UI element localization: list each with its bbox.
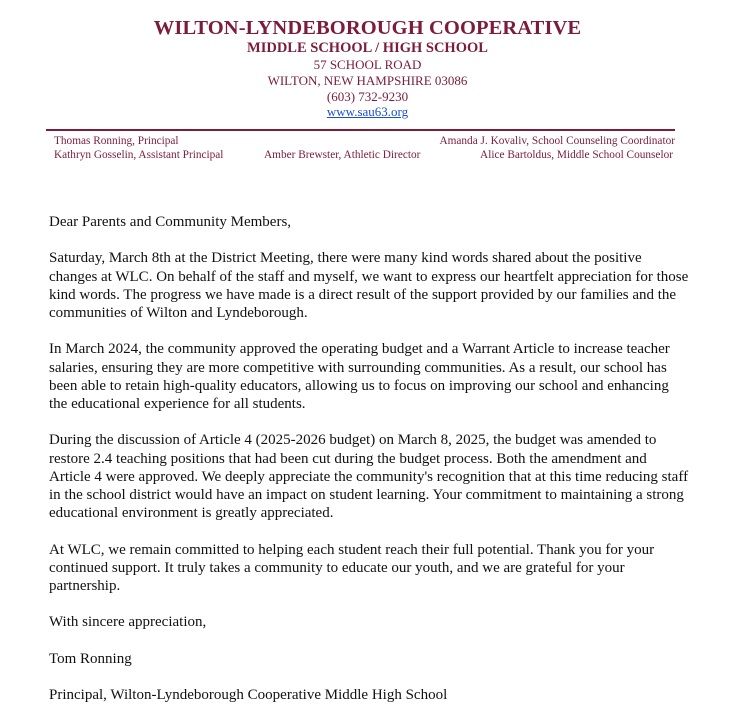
- school-name: WILTON-LYNDEBOROUGH COOPERATIVE: [153, 17, 582, 39]
- website-link[interactable]: www.sau63.org: [326, 104, 409, 119]
- signature-title: Principal, Wilton-Lyndeborough Cooperative Middle High School: [49, 687, 448, 704]
- address-city: WILTON, NEW HAMPSHIRE 03086: [267, 73, 468, 88]
- paragraph: Saturday, March 8th at the District Meeting, there were many kind words shared about the positive changes at WLC. On behalf of the staff and myself, we want to express our heartfelt appreciation for those kind words. The progress we have made is a direct result of the support provided by our families and the communities of Wilton and Lyndeborough.: [49, 250, 689, 321]
- school-subtitle: MIDDLE SCHOOL / HIGH SCHOOL: [247, 40, 488, 56]
- staff-principal: Thomas Ronning, Principal: [54, 135, 179, 147]
- paragraph: At WLC, we remain committed to helping each student reach their full potential. Thank you for your continued support. It truly takes a community to educate our youth, and we are grateful for your partnership.: [49, 541, 655, 594]
- paragraph: In March 2024, the community approved the operating budget and a Warrant Article to increase teacher salaries, ensuring they are more competitive with surrounding communities. As a result, our school has been able to retain high-quality educators, allowing us to focus on improving our school and enhancing the educational experience for all students.: [49, 341, 670, 412]
- staff-ms-counselor: Alice Bartoldus, Middle School Counselor: [480, 149, 673, 161]
- staff-athletic-director: Amber Brewster, Athletic Director: [264, 149, 421, 161]
- staff-counseling-coordinator: Amanda J. Kovaliv, School Counseling Coordinator: [439, 135, 675, 147]
- address-street: 57 SCHOOL ROAD: [313, 57, 422, 72]
- letterhead-divider: [46, 129, 675, 131]
- salutation: Dear Parents and Community Members,: [49, 214, 292, 230]
- phone-number: (603) 732-9230: [326, 89, 409, 104]
- closing: With sincere appreciation,: [49, 614, 207, 631]
- staff-assistant-principal: Kathryn Gosselin, Assistant Principal: [54, 149, 224, 161]
- letter-body: [49, 213, 689, 723]
- signature-name: Tom Ronning: [49, 650, 132, 667]
- paragraph: During the discussion of Article 4 (2025-2026 budget) on March 8, 2025, the budget was amended to restore 2.4 teaching positions that had been cut during the budget process. Both the amendment and Article 4 were approved. We deeply appreciate the community's recognition that at this time reducing staff in the school district would have an impact on student learning. Your commitment to maintaining a strong educational environment is greatly appreciated.: [49, 432, 689, 522]
- website: [0, 104, 735, 120]
